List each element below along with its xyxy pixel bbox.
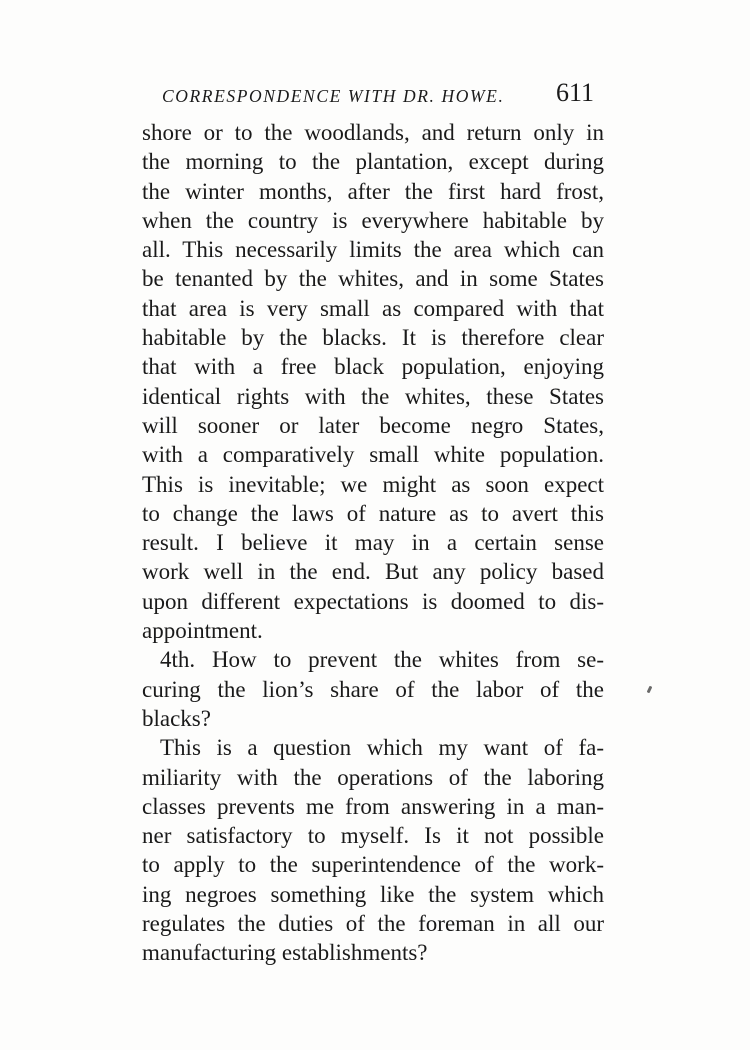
text-line: This is inevitable; we might as soon expect — [142, 471, 604, 497]
text-line: when the country is everywhere habitable by — [142, 207, 604, 233]
text-line: be tenanted by the whites, and in some States — [142, 266, 604, 292]
text-line: to change the laws of nature as to avert this — [142, 500, 604, 526]
text-line: miliarity with the operations of the laboring — [142, 764, 604, 790]
text-line: result. I believe it may in a certain sense — [142, 530, 604, 556]
text-line: 4th. How to prevent the whites from se- — [160, 647, 604, 673]
text-line: classes prevents me from answering in a man- — [142, 793, 604, 819]
text-line: work well in the end. But any policy based — [142, 559, 604, 585]
text-line: appointment. — [142, 618, 263, 644]
running-head — [148, 72, 600, 112]
text-line: will sooner or later become negro States, — [142, 412, 604, 438]
text-line: manufacturing establishments? — [142, 940, 428, 966]
text-line: shore or to the woodlands, and return only in — [142, 120, 604, 145]
text-line: blacks? — [142, 705, 211, 731]
text-line: ner satisfactory to myself. Is it not possible — [142, 823, 604, 849]
text-line: that with a free black population, enjoying — [142, 354, 604, 380]
text-line: identical rights with the whites, these States — [142, 383, 604, 409]
page-number: 611 — [555, 78, 594, 107]
running-title: CORRESPONDENCE WITH DR. HOWE. — [162, 86, 505, 106]
text-line: This is a question which my want of fa- — [160, 735, 604, 761]
text-line: upon different expectations is doomed to dis- — [142, 588, 604, 614]
text-line: regulates the duties of the foreman in all our — [142, 911, 604, 937]
text-line: to apply to the superintendence of the work- — [142, 852, 604, 878]
text-line: with a comparatively small white population. — [142, 442, 604, 468]
text-line: that area is very small as compared with that — [142, 295, 604, 321]
body-text — [142, 118, 604, 968]
text-line: the winter months, after the first hard frost, — [142, 178, 604, 204]
text-line: habitable by the blacks. It is therefore clear — [142, 325, 604, 351]
text-line: all. This necessarily limits the area which can — [142, 237, 604, 263]
ink-speck — [647, 686, 653, 694]
text-line: curing the lion’s share of the labor of the — [142, 676, 604, 702]
text-line: the morning to the plantation, except during — [142, 149, 604, 175]
text-line: ing negroes something like the system which — [142, 881, 604, 907]
